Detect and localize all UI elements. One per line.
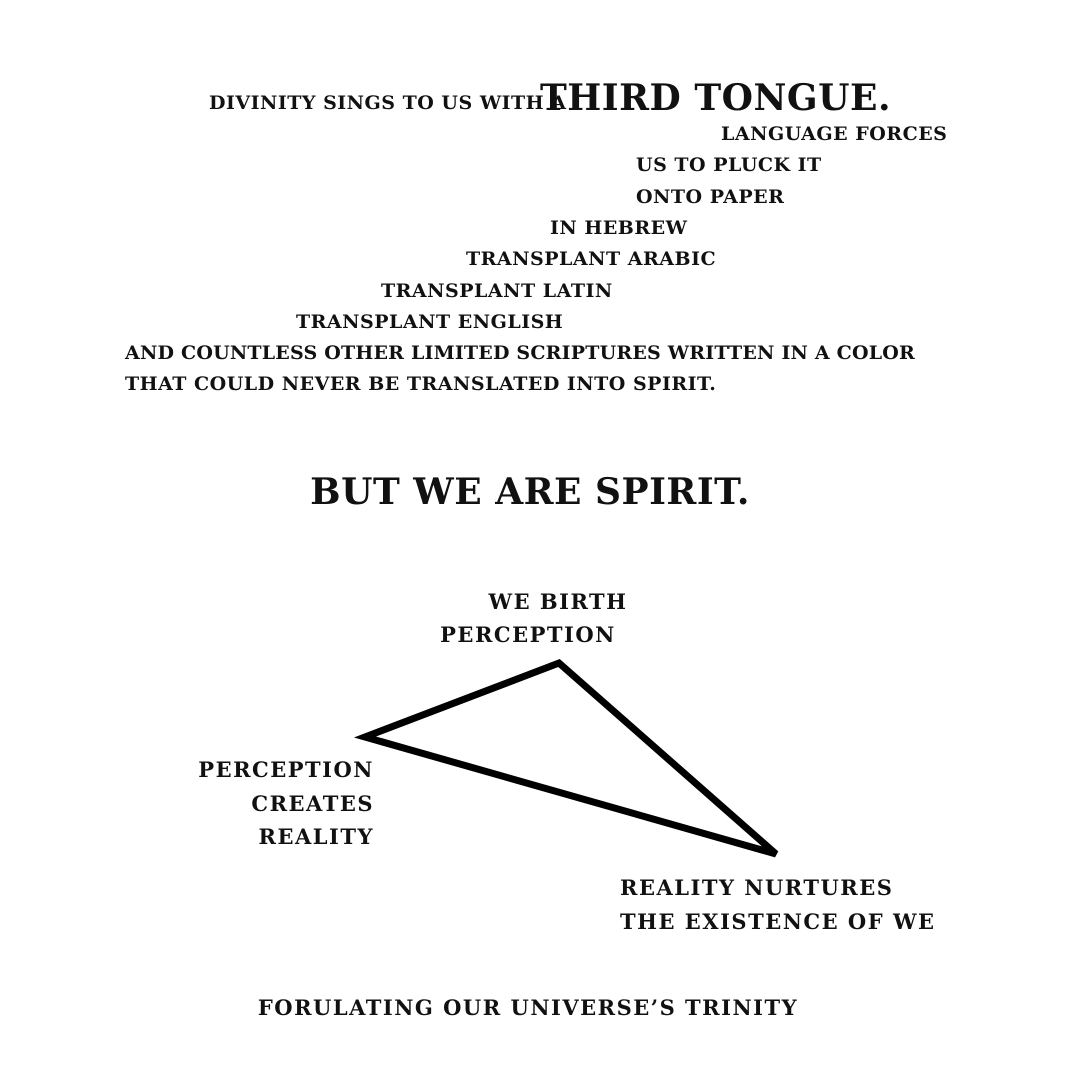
trinity-left-line-2: CREATES xyxy=(251,791,374,816)
poem-line: THAT COULD NEVER BE TRANSLATED INTO SPIRIT. xyxy=(125,373,717,395)
poem-line: ONTO PAPER xyxy=(636,186,785,208)
trinity-left-line-3: REALITY xyxy=(258,824,374,849)
poem-line: US TO PLUCK IT xyxy=(636,154,822,176)
poem-line: TRANSPLANT LATIN xyxy=(381,280,613,302)
poem-line: AND COUNTLESS OTHER LIMITED SCRIPTURES WRITTEN IN A COLOR xyxy=(125,342,916,364)
trinity-bottom-line-1: REALITY NURTURES xyxy=(620,875,894,900)
trinity-bottom-line-2: THE EXISTENCE OF WE xyxy=(620,909,936,934)
trinity-top-line-2: PERCEPTION xyxy=(440,622,616,647)
heading-spirit: BUT WE ARE SPIRIT. xyxy=(310,471,750,513)
poem-line-1-prefix: DIVINITY SINGS TO US WITH A xyxy=(209,92,567,114)
poem-line: LANGUAGE FORCES xyxy=(721,123,948,145)
trinity-top-line-1: WE BIRTH xyxy=(488,589,628,614)
trinity-left-line-1: PERCEPTION xyxy=(198,757,374,782)
footer-trinity: FORULATING OUR UNIVERSE’S TRINITY xyxy=(257,995,799,1020)
poem-line: IN HEBREW xyxy=(550,217,688,239)
poem-line-1-emphasis: THIRD TONGUE. xyxy=(540,77,891,119)
poem-line: TRANSPLANT ENGLISH xyxy=(296,311,564,333)
poem-line: TRANSPLANT ARABIC xyxy=(466,248,717,270)
triangle-shape xyxy=(365,663,776,854)
